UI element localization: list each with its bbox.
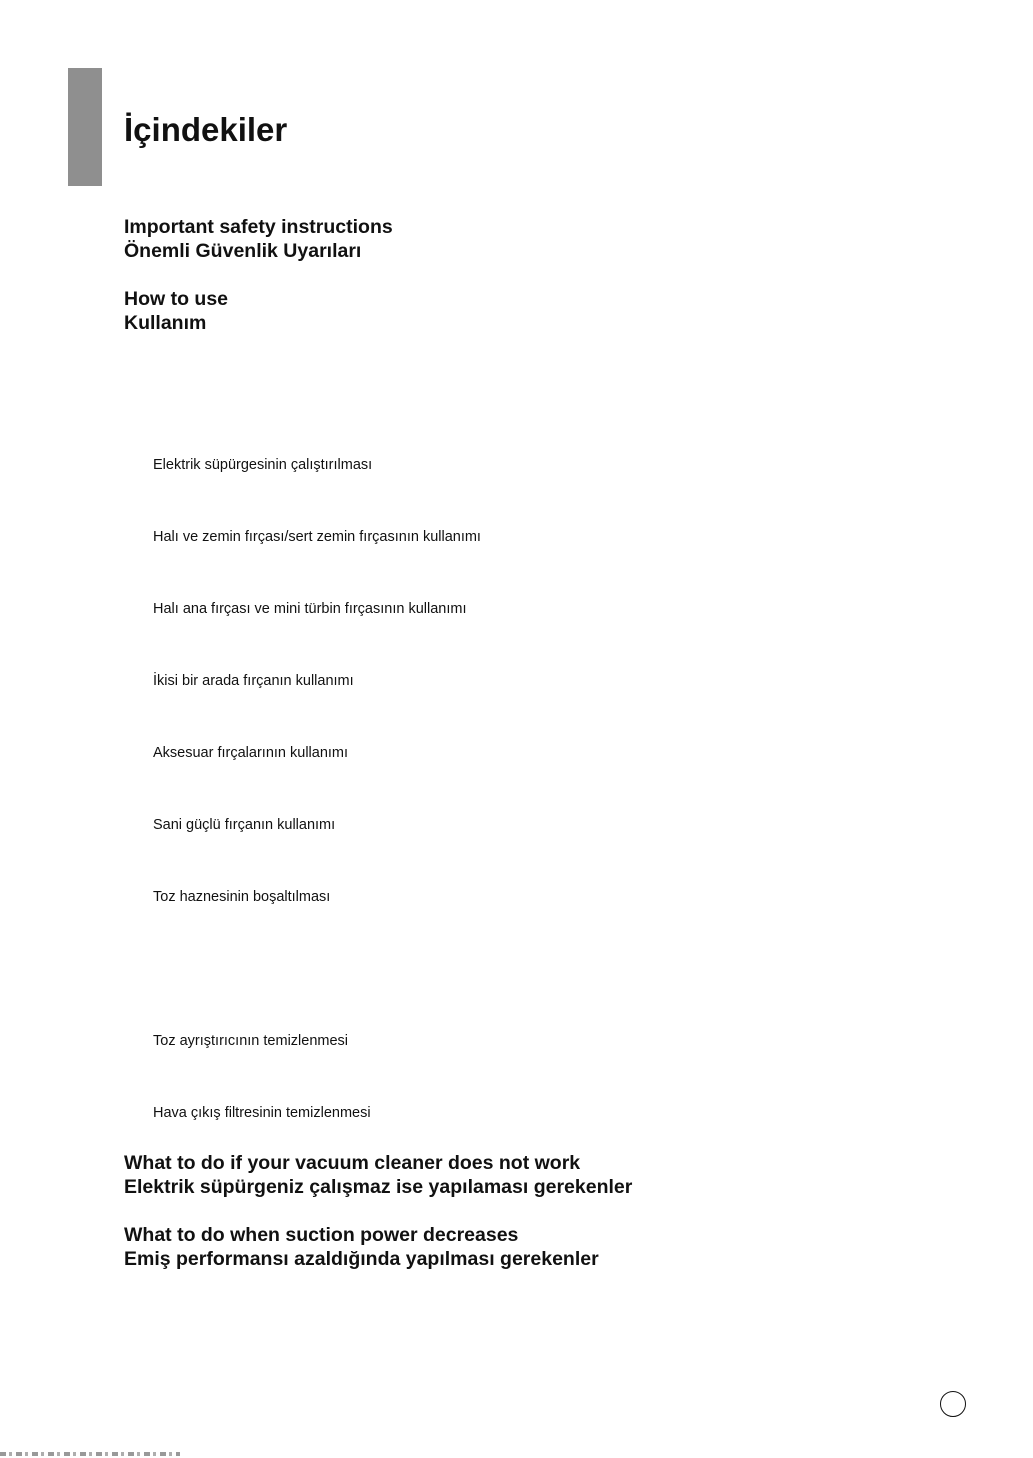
toc-heading-tr: Önemli Güvenlik Uyarıları — [124, 240, 362, 262]
toc-heading-en: How to use — [124, 288, 229, 310]
toc-heading-en: What to do when suction power decreases — [124, 1224, 519, 1246]
toc-subitem-clean-exhaust-filter[interactable]: Hava çıkış filtresinin temizlenmesi — [153, 1105, 371, 1121]
toc-subitem-accessory-brushes[interactable]: Aksesuar fırçalarının kullanımı — [153, 745, 349, 761]
toc-subitem-empty-dust-bin[interactable]: Toz haznesinin boşaltılması — [153, 889, 331, 905]
page-title: İçindekiler — [124, 111, 288, 148]
toc-section-safety[interactable] — [124, 215, 393, 263]
toc-heading-tr: Emiş performansı azaldığında yapılması gerekenler — [124, 1248, 599, 1270]
toc-subitem-operation[interactable]: Elektrik süpürgesinin çalıştırılması — [153, 457, 373, 473]
toc-heading-en: What to do if your vacuum cleaner does not work — [124, 1152, 581, 1174]
footer-print-marks — [0, 1452, 180, 1456]
toc-subitem-sani-power-brush[interactable]: Sani güçlü fırçanın kullanımı — [153, 817, 336, 833]
toc-section-how-to-use[interactable] — [124, 287, 228, 335]
toc-heading-tr: Elektrik süpürgeniz çalışmaz ise yapılaması gerekenler — [124, 1176, 633, 1198]
toc-section-suction[interactable] — [124, 1223, 599, 1271]
toc-heading-tr: Kullanım — [124, 312, 207, 334]
toc-subitem-clean-separator[interactable]: Toz ayrıştırıcının temizlenmesi — [153, 1033, 348, 1049]
toc-subitem-two-in-one-brush[interactable]: İkisi bir arada fırçanın kullanımı — [153, 673, 354, 689]
section-side-tab — [68, 68, 102, 186]
toc-section-not-work[interactable] — [124, 1151, 632, 1199]
page-number-circle-icon — [940, 1391, 966, 1417]
toc-heading-en: Important safety instructions — [124, 216, 393, 238]
toc-subitem-turbo-brush[interactable]: Halı ana fırçası ve mini türbin fırçasının kullanımı — [153, 601, 467, 617]
toc-subitem-floor-brush[interactable]: Halı ve zemin fırçası/sert zemin fırçasının kullanımı — [153, 529, 481, 545]
